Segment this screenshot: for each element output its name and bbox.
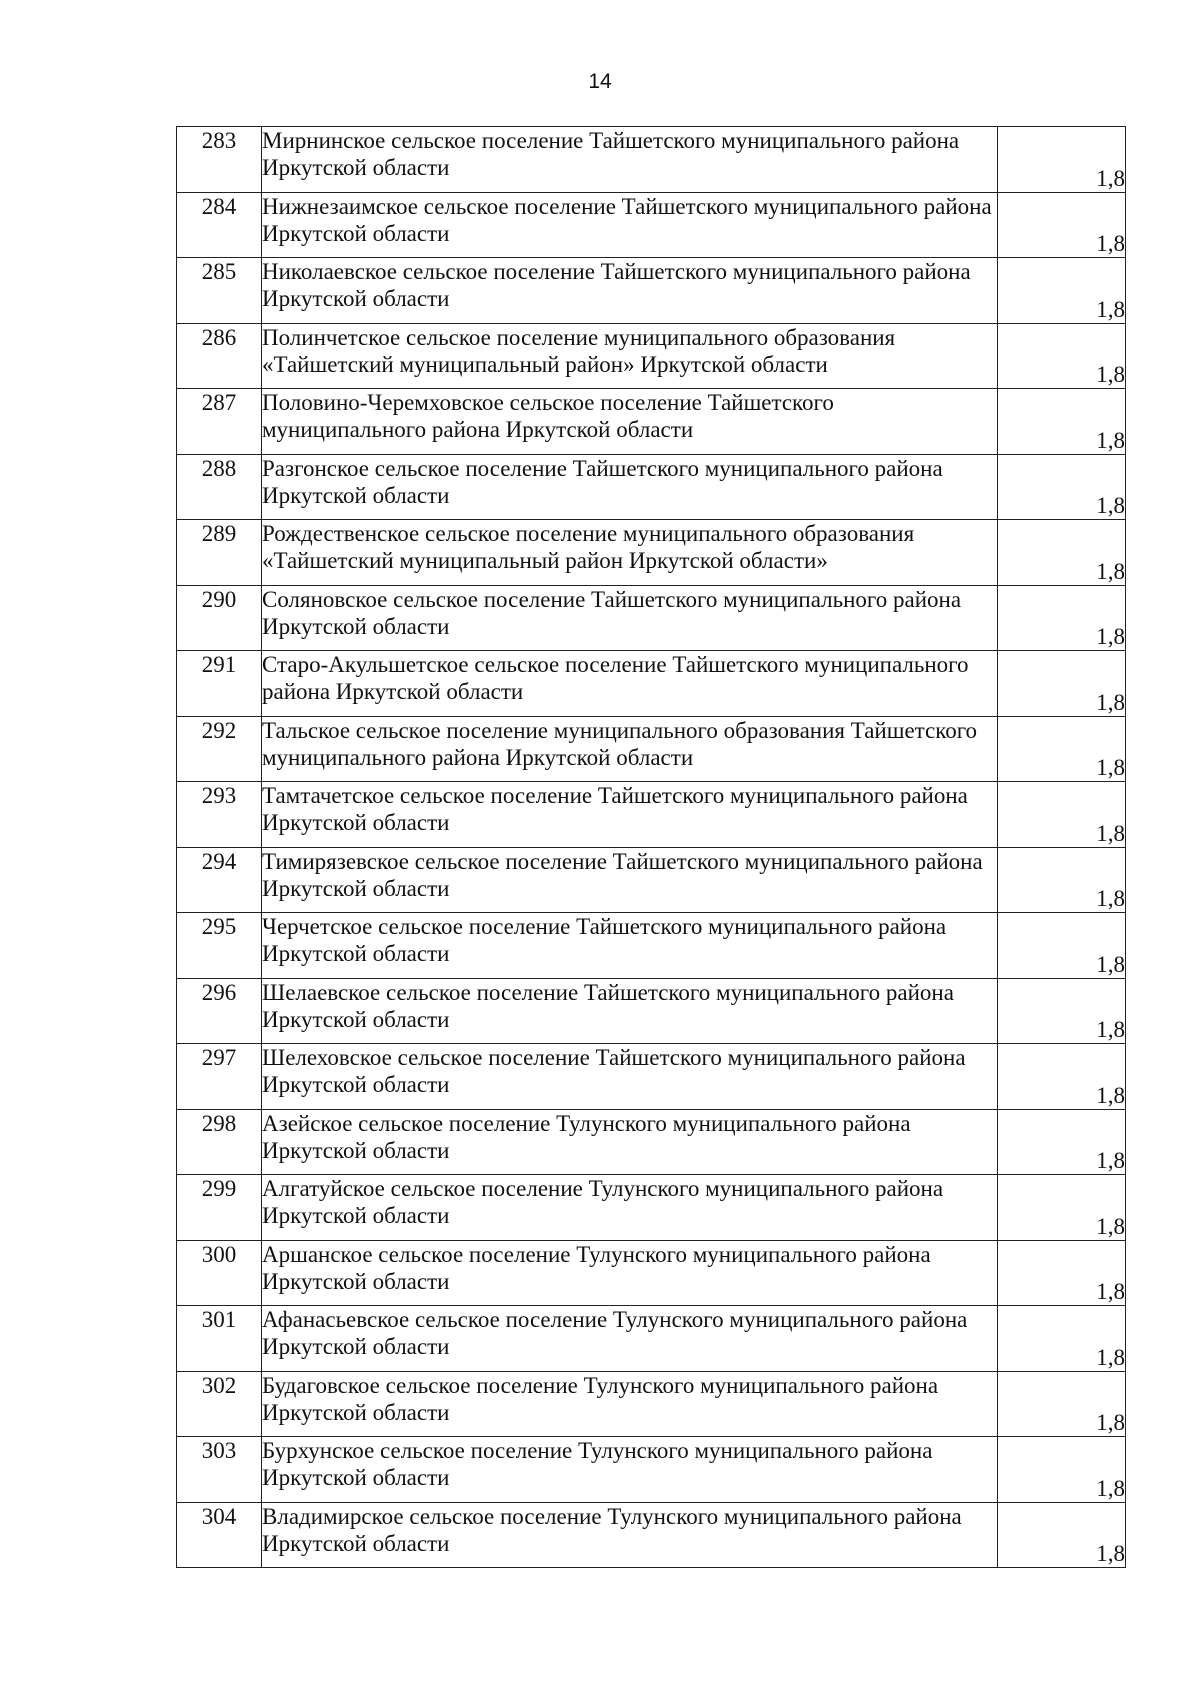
table-row xyxy=(177,323,1126,389)
coefficient-value: 1,8 xyxy=(998,127,1126,193)
table-row xyxy=(177,192,1126,258)
coefficient-value: 1,8 xyxy=(998,192,1126,258)
coefficient-value: 1,8 xyxy=(998,1044,1126,1110)
coefficient-value: 1,8 xyxy=(998,1502,1126,1568)
table-row xyxy=(177,913,1126,979)
table-row xyxy=(177,651,1126,717)
table-row xyxy=(177,978,1126,1044)
settlement-name: Старо-Акульшетское сельское поселение Тайшетского муниципального района Иркутской области xyxy=(262,651,998,717)
settlement-name: Шелеховское сельское поселение Тайшетского муниципального района Иркутской области xyxy=(262,1044,998,1110)
row-number: 286 xyxy=(177,323,262,389)
table-row xyxy=(177,1306,1126,1372)
table-row xyxy=(177,1437,1126,1503)
coefficient-value: 1,8 xyxy=(998,1306,1126,1372)
settlement-name: Будаговское сельское поселение Тулунского муниципального района Иркутской области xyxy=(262,1371,998,1437)
table-row xyxy=(177,1175,1126,1241)
row-number: 304 xyxy=(177,1502,262,1568)
row-number: 290 xyxy=(177,585,262,651)
table-row xyxy=(177,782,1126,848)
settlement-name: Афанасьевское сельское поселение Тулунского муниципального района Иркутской области xyxy=(262,1306,998,1372)
settlement-name: Соляновское сельское поселение Тайшетского муниципального района Иркутской области xyxy=(262,585,998,651)
coefficient-value: 1,8 xyxy=(998,520,1126,586)
table-row xyxy=(177,454,1126,520)
settlement-name: Владимирское сельское поселение Тулунского муниципального района Иркутской области xyxy=(262,1502,998,1568)
table-row xyxy=(177,1502,1126,1568)
coefficient-value: 1,8 xyxy=(998,454,1126,520)
settlement-name: Бурхунское сельское поселение Тулунского муниципального района Иркутской области xyxy=(262,1437,998,1503)
settlement-name: Половино-Черемховское сельское поселение Тайшетского муниципального района Иркутской области xyxy=(262,389,998,455)
coefficient-value: 1,8 xyxy=(998,716,1126,782)
row-number: 289 xyxy=(177,520,262,586)
coefficient-value: 1,8 xyxy=(998,389,1126,455)
row-number: 283 xyxy=(177,127,262,193)
table-row xyxy=(177,716,1126,782)
settlement-name: Аршанское сельское поселение Тулунского муниципального района Иркутской области xyxy=(262,1240,998,1306)
table-body xyxy=(177,127,1126,1568)
row-number: 294 xyxy=(177,847,262,913)
table-row xyxy=(177,847,1126,913)
coefficient-value: 1,8 xyxy=(998,585,1126,651)
coefficient-value: 1,8 xyxy=(998,651,1126,717)
table-row xyxy=(177,1371,1126,1437)
coefficient-value: 1,8 xyxy=(998,782,1126,848)
coefficient-value: 1,8 xyxy=(998,1240,1126,1306)
settlement-name: Рождественское сельское поселение муниципального образования «Тайшетский муниципальный район Иркутской области» xyxy=(262,520,998,586)
table-row xyxy=(177,1044,1126,1110)
row-number: 303 xyxy=(177,1437,262,1503)
row-number: 291 xyxy=(177,651,262,717)
settlement-name: Алгатуйское сельское поселение Тулунского муниципального района Иркутской области xyxy=(262,1175,998,1241)
table-row xyxy=(177,585,1126,651)
coefficient-value: 1,8 xyxy=(998,913,1126,979)
coefficient-value: 1,8 xyxy=(998,1437,1126,1503)
row-number: 285 xyxy=(177,258,262,324)
row-number: 292 xyxy=(177,716,262,782)
table-row xyxy=(177,127,1126,193)
settlement-name: Шелаевское сельское поселение Тайшетского муниципального района Иркутской области xyxy=(262,978,998,1044)
row-number: 288 xyxy=(177,454,262,520)
row-number: 293 xyxy=(177,782,262,848)
row-number: 296 xyxy=(177,978,262,1044)
table-row xyxy=(177,258,1126,324)
row-number: 297 xyxy=(177,1044,262,1110)
coefficient-value: 1,8 xyxy=(998,1175,1126,1241)
settlement-name: Тамтачетское сельское поселение Тайшетского муниципального района Иркутской области xyxy=(262,782,998,848)
settlement-name: Тимирязевское сельское поселение Тайшетского муниципального района Иркутской области xyxy=(262,847,998,913)
settlement-name: Тальское сельское поселение муниципального образования Тайшетского муниципального района Иркутской области xyxy=(262,716,998,782)
coefficient-value: 1,8 xyxy=(998,1109,1126,1175)
row-number: 284 xyxy=(177,192,262,258)
row-number: 287 xyxy=(177,389,262,455)
table-row xyxy=(177,1240,1126,1306)
coefficient-value: 1,8 xyxy=(998,323,1126,389)
settlement-name: Николаевское сельское поселение Тайшетского муниципального района Иркутской области xyxy=(262,258,998,324)
table-row xyxy=(177,1109,1126,1175)
row-number: 302 xyxy=(177,1371,262,1437)
table-row xyxy=(177,389,1126,455)
settlement-name: Полинчетское сельское поселение муниципального образования «Тайшетский муниципальный район» Иркутской области xyxy=(262,323,998,389)
settlement-name: Черчетское сельское поселение Тайшетского муниципального района Иркутской области xyxy=(262,913,998,979)
row-number: 300 xyxy=(177,1240,262,1306)
settlement-name: Нижнезаимское сельское поселение Тайшетского муниципального района Иркутской области xyxy=(262,192,998,258)
coefficient-value: 1,8 xyxy=(998,847,1126,913)
row-number: 295 xyxy=(177,913,262,979)
coefficient-value: 1,8 xyxy=(998,1371,1126,1437)
settlements-table xyxy=(176,126,1126,1568)
settlement-name: Мирнинское сельское поселение Тайшетского муниципального района Иркутской области xyxy=(262,127,998,193)
settlement-name: Азейское сельское поселение Тулунского муниципального района Иркутской области xyxy=(262,1109,998,1175)
settlement-name: Разгонское сельское поселение Тайшетского муниципального района Иркутской области xyxy=(262,454,998,520)
row-number: 301 xyxy=(177,1306,262,1372)
row-number: 299 xyxy=(177,1175,262,1241)
page-number: 14 xyxy=(588,70,612,93)
coefficient-value: 1,8 xyxy=(998,258,1126,324)
coefficient-value: 1,8 xyxy=(998,978,1126,1044)
row-number: 298 xyxy=(177,1109,262,1175)
table-row xyxy=(177,520,1126,586)
